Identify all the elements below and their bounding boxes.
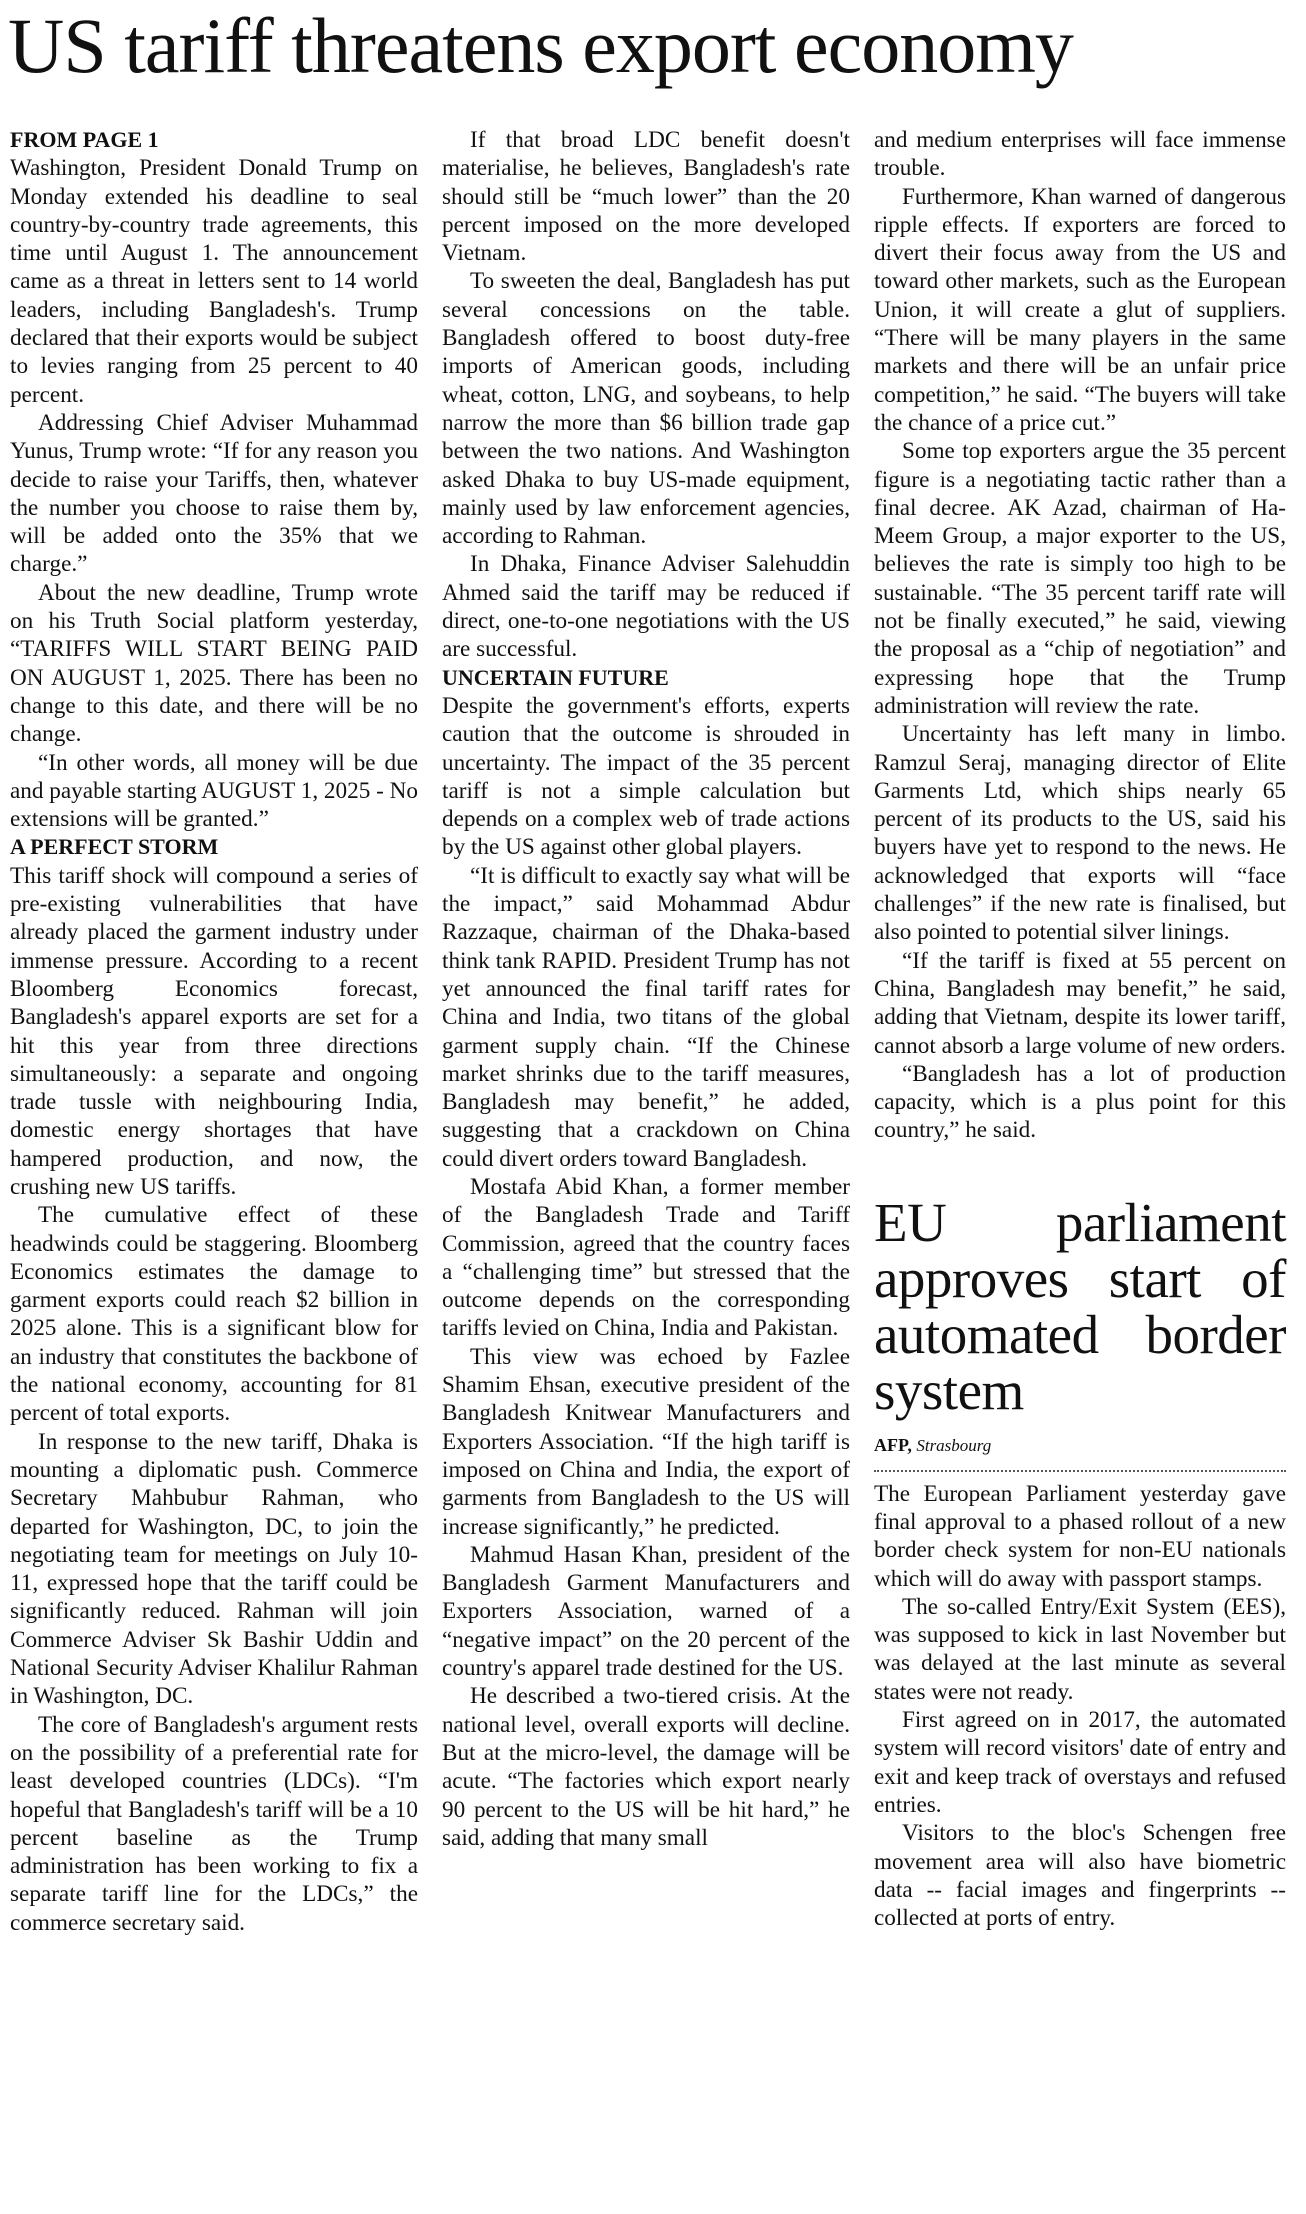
- paragraph: Despite the government's efforts, experts caution that the outcome is shrouded in uncertainty. The impact of the 35 percent tariff is not a simple calculation but depends on a complex web of trade actions by the US against other global players.: [442, 692, 850, 861]
- paragraph: “It is difficult to exactly say what will be the impact,” said Mohammad Abdur Razzaque, chairman of the Dhaka-based think tank RAPID. President Trump has not yet announced the final tariff rates for China and India, two titans of the global garment supply chain. “If the Chinese market shrinks due to the tariff measures, Bangladesh may benefit,” he added, suggesting that a crackdown on China could divert orders toward Bangladesh.: [442, 862, 850, 1172]
- paragraph: The core of Bangladesh's argument rests on the possibility of a preferential rate for least developed countries (LDCs). “I'm hopeful that Bangladesh's tariff will be a 10 percent baseline as the Trump administration has been working to fix a separate tariff line for the LDCs,” the commerce secretary said.: [10, 1711, 418, 1936]
- main-headline: US tariff threatens export economy: [8, 2, 1073, 89]
- paragraph: Mostafa Abid Khan, a former member of the Bangladesh Trade and Tariff Commission, agreed that the country faces a “challenging time” but stressed that the outcome depends on the corresponding tariffs levied on China, India and Pakistan.: [442, 1173, 850, 1342]
- byline-place: Strasbourg: [916, 1435, 992, 1455]
- subheading: UNCERTAIN FUTURE: [442, 664, 669, 690]
- paragraph: and medium enterprises will face immense trouble.: [874, 127, 1286, 182]
- paragraph: Mahmud Hasan Khan, president of the Bangladesh Garment Manufacturers and Exporters Association, warned of a “negative impact” on the 20 percent of the country's apparel trade destined for the US.: [442, 1541, 850, 1682]
- paragraph: The so-called Entry/Exit System (EES), was supposed to kick in last November but was delayed at the last minute as several states were not ready.: [874, 1593, 1286, 1705]
- paragraph: Uncertainty has left many in limbo. Ramzul Seraj, managing director of Elite Garments Ltd, which ships nearly 65 percent of its products to the US, said his buyers have yet to respond to the news. He acknowledged that exports will “face challenges” if the new rate is finalised, but also pointed to potential silver linings.: [874, 721, 1286, 946]
- paragraph: Addressing Chief Adviser Muhammad Yunus, Trump wrote: “If for any reason you decide to raise your Tariffs, then, whatever the number you choose to raise them by, will be added onto the 35% that we charge.”: [10, 409, 418, 578]
- paragraph: Visitors to the bloc's Schengen free movement area will also have biometric data -- facial images and fingerprints -- collected at ports of entry.: [874, 1820, 1286, 1932]
- paragraph: Furthermore, Khan warned of dangerous ripple effects. If exporters are forced to divert their focus away from the US and toward other markets, such as the European Union, it will create a glut of suppliers. “There will be many players in the same markets and there will be an unfair price competition,” he said. “The buyers will take the chance of a price cut.”: [874, 183, 1286, 436]
- paragraph: About the new deadline, Trump wrote on his Truth Social platform yesterday, “TARIFFS WILL START BEING PAID ON AUGUST 1, 2025. There has been no change to this date, and there will be no change.: [10, 579, 418, 748]
- paragraph: Some top exporters argue the 35 percent figure is a negotiating tactic rather than a final decree. AK Azad, chairman of Ha-Meem Group, a major exporter to the US, believes the rate is simply too high to be sustainable. “The 35 percent tariff rate will not be finally executed,” he said, viewing the proposal as a “chip of negotiation” and expressing hope that the Trump administration will review the rate.: [874, 438, 1286, 719]
- paragraph: “In other words, all money will be due and payable starting AUGUST 1, 2025 - No extensions will be granted.”: [10, 749, 418, 833]
- article-column-3: [874, 126, 1286, 1932]
- paragraph: The European Parliament yesterday gave final approval to a phased rollout of a new border check system for non-EU nationals which will do away with passport stamps.: [874, 1480, 1286, 1592]
- paragraph: If that broad LDC benefit doesn't materialise, he believes, Bangladesh's rate should still be “much lower” than the 20 percent imposed on the more developed Vietnam.: [442, 127, 850, 267]
- eu-headline: EU parliament approves start of automated border system: [874, 1191, 1286, 1421]
- paragraph: This tariff shock will compound a series of pre-existing vulnerabilities that have already placed the garment industry under immense pressure. According to a recent Bloomberg Economics forecast, Bangladesh's apparel exports are set for a hit this year from three directions simultaneously: a separate and ongoing trade tussle with neighbouring India, domestic energy shortages that have hampered production, and now, the crushing new US tariffs.: [10, 862, 418, 1200]
- article-column-2: [442, 126, 850, 1852]
- article-column-1: [10, 126, 418, 1937]
- paragraph: First agreed on in 2017, the automated system will record visitors' date of entry and exit and keep track of overstays and refused entries.: [874, 1707, 1286, 1818]
- paragraph: To sweeten the deal, Bangladesh has put several concessions on the table. Bangladesh offered to boost duty-free imports of American goods, including wheat, cotton, LNG, and soybeans, to help narrow the more than $6 billion trade gap between the two nations. And Washington asked Dhaka to buy US-made equipment, mainly used by law enforcement agencies, according to Rahman.: [442, 268, 850, 550]
- subheading: A PERFECT STORM: [10, 834, 219, 860]
- paragraph: “If the tariff is fixed at 55 percent on China, Bangladesh may benefit,” he said, adding that Vietnam, despite its lower tariff, cannot absorb a large volume of new orders.: [874, 947, 1286, 1059]
- from-page-label: FROM PAGE 1: [10, 127, 159, 152]
- paragraph: In Dhaka, Finance Adviser Salehuddin Ahmed said the tariff may be reduced if direct, one-to-one negotiations with the US are successful.: [442, 551, 850, 663]
- divider: [874, 1470, 1286, 1472]
- paragraph: “Bangladesh has a lot of production capacity, which is a plus point for this country,” he said.: [874, 1060, 1286, 1144]
- paragraph: He described a two-tiered crisis. At the national level, overall exports will decline. But at the micro-level, the damage will be acute. “The factories which export nearly 90 percent to the US will be hit hard,” he said, adding that many small: [442, 1683, 850, 1851]
- paragraph: Washington, President Donald Trump on Monday extended his deadline to seal country-by-country trade agreements, this time until August 1. The announcement came as a threat in letters sent to 14 world leaders, including Bangladesh's. Trump declared that their exports would be subject to levies ranging from 25 percent to 40 percent.: [10, 155, 418, 408]
- byline-source: AFP,: [874, 1434, 912, 1455]
- byline: [874, 1433, 1286, 1458]
- paragraph: This view was echoed by Fazlee Shamim Ehsan, executive president of the Bangladesh Knitwear Manufacturers and Exporters Association. “If the high tariff is imposed on China and India, the export of garments from Bangladesh to the US will increase significantly,” he predicted.: [442, 1343, 850, 1540]
- paragraph: The cumulative effect of these headwinds could be staggering. Bloomberg Economics estimates the damage to garment exports could reach $2 billion in 2025 alone. This is a significant blow for an industry that constitutes the backbone of the national economy, accounting for 81 percent of total exports.: [10, 1202, 418, 1427]
- paragraph: In response to the new tariff, Dhaka is mounting a diplomatic push. Commerce Secretary Mahbubur Rahman, who departed for Washington, DC, to join the negotiating team for meetings on July 10-11, expressed hope that the tariff could be significantly reduced. Rahman will join Commerce Adviser Sk Bashir Uddin and National Security Adviser Khalilur Rahman in Washington, DC.: [10, 1428, 418, 1710]
